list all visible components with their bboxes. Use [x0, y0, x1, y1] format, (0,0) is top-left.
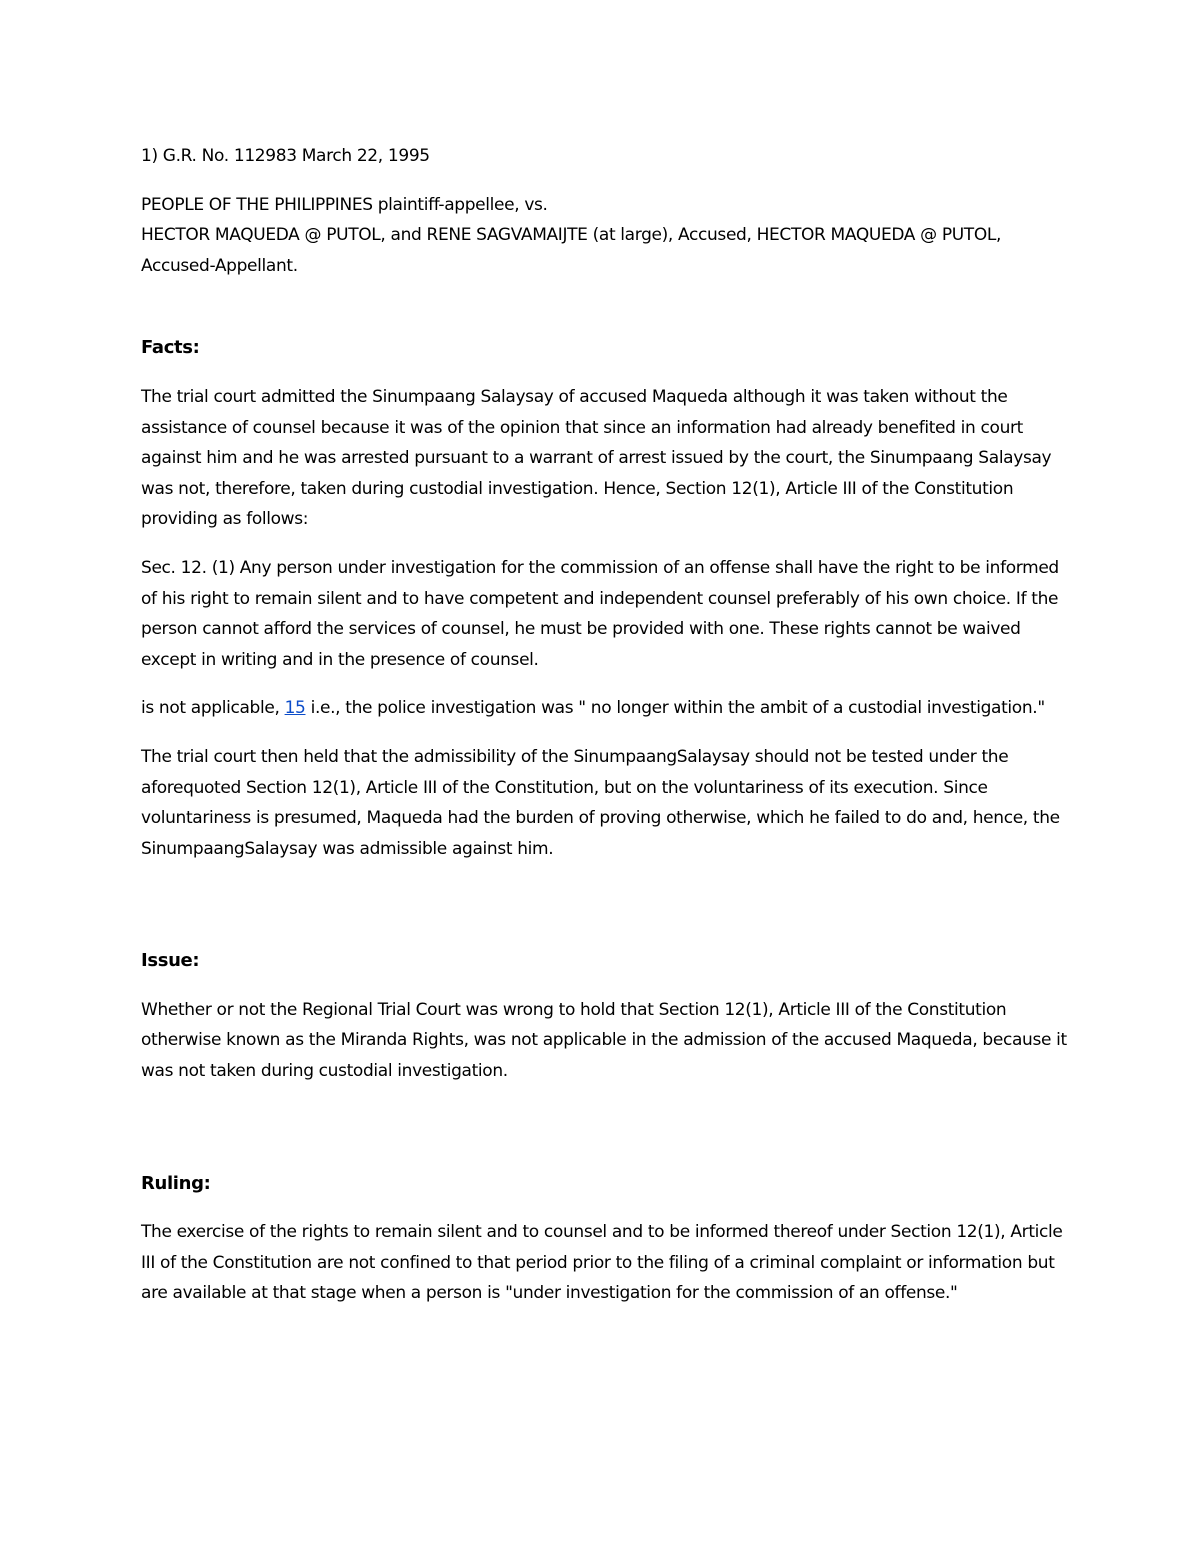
facts-heading: Facts:: [141, 337, 200, 359]
facts-paragraph-3-end: i.e., the police investigation was " no longer within the ambit of a custodial investigation.": [305, 698, 1045, 719]
spacer: [141, 299, 1071, 333]
ruling-paragraph: The exercise of the rights to remain silent and to counsel and to be informed thereof under Section 12(1), Article III of the Constitution are not confined to that period prior to the filing of a criminal complaint or information but are available at that stage when a person is "under investigation for the commission of an offense.": [141, 1222, 1063, 1304]
issue-heading: Issue:: [141, 950, 200, 972]
constitution-quote: Sec. 12. (1) Any person under investigation for the commission of an offense shall have the right to be informed of his right to remain silent and to have competent and independent counsel preferably of his own choice. If the person cannot afford the services of counsel, he must be provided with one. These rights cannot be waived except in writing and in the presence of counsel.: [141, 557, 1059, 670]
document-body: [141, 141, 1071, 1327]
case-number: 1) G.R. No. 112983 March 22, 1995: [141, 146, 430, 166]
facts-paragraph-3: [141, 693, 1071, 724]
footnote-link[interactable]: 15: [284, 698, 306, 719]
facts-paragraph-4: The trial court then held that the admissibility of the SinumpaangSalaysay should not be tested under the aforequoted Section 12(1), Article III of the Constitution, but on the voluntariness of its execution. Since voluntariness is presumed, Maqueda had the burden of proving otherwise, which he failed to do and, hence, the SinumpaangSalaysay was admissible against him.: [141, 746, 1060, 859]
facts-paragraph-1: The trial court admitted the Sinumpaang Salaysay of accused Maqueda although it was taken without the assistance of counsel because it was of the opinion that since an information had already benefited in court against him and he was arrested pursuant to a warrant of arrest issued by the court, the Sinumpaang Salaysay was not, therefore, taken during custodial investigation. Hence, Section 12(1), Article III of the Constitution providing as follows:: [141, 386, 1052, 530]
spacer: [141, 882, 1071, 946]
case-parties: [141, 190, 1071, 282]
spacer: [141, 1105, 1071, 1169]
parties-line-2: HECTOR MAQUEDA @ PUTOL, and RENE SAGVAMAIJTE (at large), Accused, HECTOR MAQUEDA @ PUTOL, Accused-Appellant.: [141, 225, 1002, 276]
facts-paragraph-3-start: is not applicable,: [141, 698, 285, 719]
issue-paragraph: Whether or not the Regional Trial Court was wrong to hold that Section 12(1), Article III of the Constitution otherwise known as the Miranda Rights, was not applicable in the admission of the accused Maqueda, because it was not taken during custodial investigation.: [141, 999, 1067, 1082]
parties-line-1: PEOPLE OF THE PHILIPPINES plaintiff-appellee, vs.: [141, 194, 548, 215]
ruling-heading: Ruling:: [141, 1172, 211, 1194]
